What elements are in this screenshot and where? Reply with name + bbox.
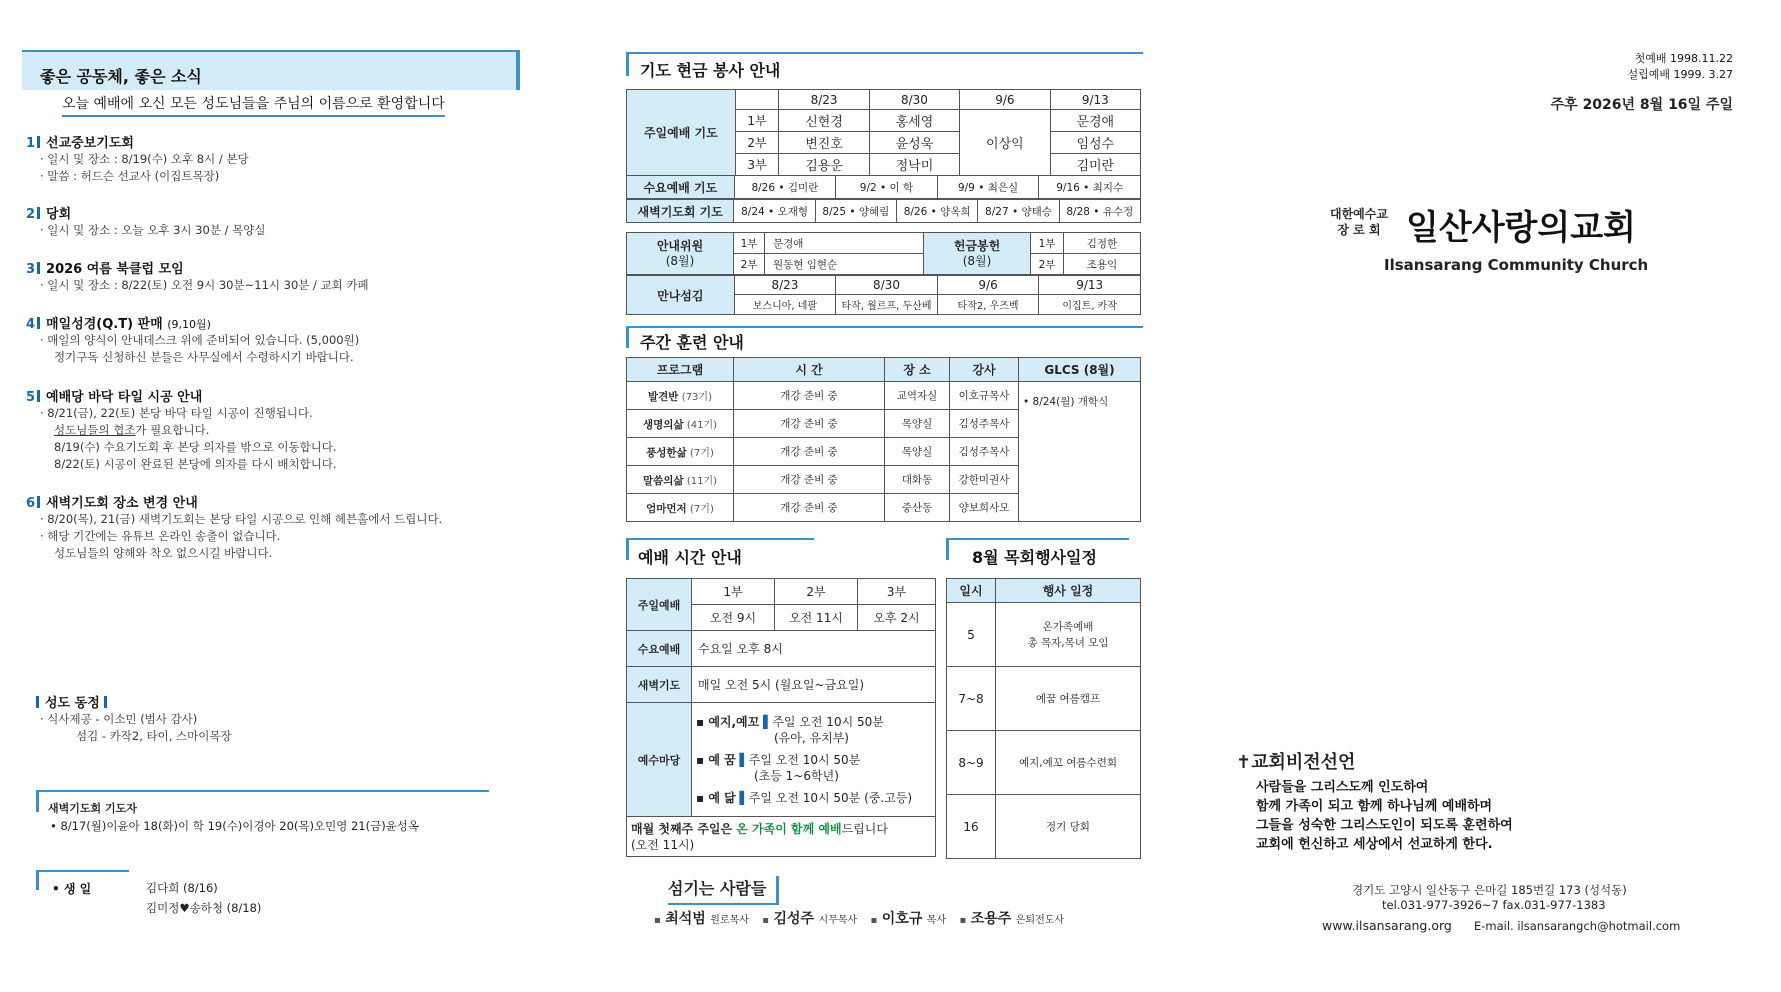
dawn-prayer-table: 새벽기도회 기도 8/24 • 오재형 8/25 • 양혜림 8/26 • 양옥희 8/27 • 양태승 8/28 • 유수정 <box>626 199 1141 223</box>
denomination: 대한예수교 장 로 회 <box>1330 207 1388 237</box>
vision-title: ✝교회비전선언 <box>1236 752 1356 773</box>
servants-list: ▪ 최석범 원로목사 ▪ 김성주 시무목사 ▪ 이호규 목사 ▪ 조용주 은퇴전도사 <box>654 911 1065 927</box>
birthday-line-2: 김미정♥송하청 (8/18) <box>146 901 262 915</box>
dawn-prayer-list: • 8/17(월)이윤아 18(화)이 학 19(수)이경아 20(목)오민영 21(금)윤성옥 <box>50 819 420 833</box>
church-phone: tel.031-977-3926~7 fax.031-977-1383 <box>1382 898 1606 912</box>
worship-table: 주일예배 1부 2부 3부 오전 9시 오전 11시 오후 2시 수요예배 수요일 오후 8시 새벽기도 매일 오전 5시 (월요일~금요일) 예수마당 ▪ 예지,예꼬 ▌주일 오전 10시 50분 (유아, 유치부) ▪ 예 꿈 ▌주일 오전 10시 50분 (초등 1~6학년) ▪ 예 닮 ▌주일 오전 10시 50분 (중.고등) 매월 첫째주 주일은 온 가족이 함께 예배드립니다 (오전 11시) <box>626 578 936 857</box>
events-table: 일시 행사 일정 5 온가족예배 총 목자,목녀 모임 7~8 예꿈 여름캠프 8~9 예지,예꼬 여름수련회 16 정기 당회 <box>946 578 1141 859</box>
cross-icon: ✝ <box>1236 752 1252 773</box>
welcome-text: 오늘 예배에 오신 모든 성도님들을 주님의 이름으로 환영합니다 <box>62 93 445 117</box>
news-item: 1 선교중보기도회 · 일시 및 장소 : 8/19(수) 오후 8시 / 본당 · 말씀 : 허드슨 선교사 (이집트목장) <box>26 136 249 183</box>
worship-title: 예배 시간 안내 <box>638 548 742 567</box>
news-item: 5 예배당 바닥 타일 시공 안내 · 8/21(금), 22(토) 본당 바닥 타일 시공이 진행됩니다. 성도님들의 협조가 필요합니다. 8/19(수) 수요기도회 후 본당 의자를 밖으로 이동합니다. 8/22(토) 시공이 완료된 본당에 의자를 다시 배치합니다. <box>26 390 337 471</box>
meet-table: 만나섬김 8/23 8/30 9/6 9/13 보스니아, 네팔 타작, 월르프, 두산베 타작2, 우즈벡 이집트, 카작 <box>626 275 1141 315</box>
church-website[interactable]: www.ilsansarang.org <box>1322 918 1452 933</box>
church-name: 일산사랑의교회 <box>1406 208 1636 248</box>
first-service-date: 첫예배 1998.11.22 <box>1634 52 1733 65</box>
news-item: 3 2026 여름 북클럽 모임 · 일시 및 장소 : 8/22(토) 오전 9시 30분~11시 30분 / 교회 카페 <box>26 262 369 292</box>
birthday-line-1: 김다희 (8/16) <box>146 881 218 895</box>
news-item: 6 새벽기도회 장소 변경 안내 · 8/20(목), 21(금) 새벽기도회는 본당 타일 시공으로 인해 헤븐홀에서 드립니다. · 해당 기간에는 유튜브 온라인 송출이 없습니다. 성도님들의 양해와 착오 없으시길 바랍니다. <box>26 496 443 560</box>
dawn-prayer-title: 새벽기도회 기도자 <box>48 802 137 815</box>
events-title: 8월 목회행사일정 <box>972 548 1097 567</box>
news-item: 4 매일성경(Q.T) 판매 (9,10월) · 매일의 양식이 안내데스크 위에 준비되어 있습니다. (5,000원) 정기구독 신청하신 분들은 사무실에서 수령하시기 바랍니다. <box>26 317 360 364</box>
vision-statement: 사람들을 그리스도께 인도하여 함께 가족이 되고 함께 하나님께 예배하며 그들을 성숙한 그리스도인이 되도록 훈련하여 교회에 헌신하고 세상에서 선교하게 한다. <box>1256 780 1513 852</box>
training-title: 주간 훈련 안내 <box>640 333 744 352</box>
prayer-table-main: 주일예배 기도 8/23 8/30 9/6 9/13 1부 신현경 홍세영 이상익 문경애 2부 변진호 윤성욱 임성수 3부 김용운 정낙미 김미란 <box>626 89 1141 176</box>
bulletin-date: 주후 2026년 8월 16일 주일 <box>1550 97 1733 113</box>
news-banner-title: 좋은 공동체, 좋은 소식 <box>40 67 202 86</box>
birthday-label: • 생 일 <box>52 882 92 896</box>
founded-date: 설립예배 1999. 3.27 <box>1627 68 1733 81</box>
church-address: 경기도 고양시 일산동구 은마길 185번길 173 (성석동) <box>1352 883 1627 897</box>
servants-title: 섬기는 사람들 <box>668 876 779 905</box>
guide-table: 안내위원 (8월) 1부 문경애 헌금봉헌 (8월) 1부 김정한 2부 원동현 임현순 2부 조용익 <box>626 232 1141 275</box>
church-email[interactable]: E-mail. ilsansarangch@hotmail.com <box>1474 919 1681 933</box>
prayer-title: 기도 현금 봉사 안내 <box>640 61 781 80</box>
news-item: 2 당회 · 일시 및 장소 : 오늘 오후 3시 30분 / 목양실 <box>26 207 266 237</box>
wed-prayer-table: 수요예배 기도 8/26 • 김미란 9/2 • 이 학 9/9 • 최은실 9/16 • 최지수 <box>626 175 1141 199</box>
church-english-name: Ilsansarang Community Church <box>1384 256 1649 274</box>
training-table: 프로그램 시 간 장 소 강사 GLCS (8월) 발견반 (73기) 개강 준비 중 교역자실 이호규목사 • 8/24(월) 개학식 생명의삶 (41기) 개강 준비 중 목양실 김성주목사 풍성한삶 (7기) 개강 준비 중 목양실 김성주목사 말씀의삶 (11기) 개강 준비 중 대화동 강한미권사 엄마먼저 (7기) 개강 준비 중 중산동 양보희사모 <box>626 357 1141 522</box>
saints-news: 성도 동정 · 식사제공 - 이소민 (범사 감사) 섬김 - 카작2, 타이, 스마이목장 <box>26 692 546 745</box>
